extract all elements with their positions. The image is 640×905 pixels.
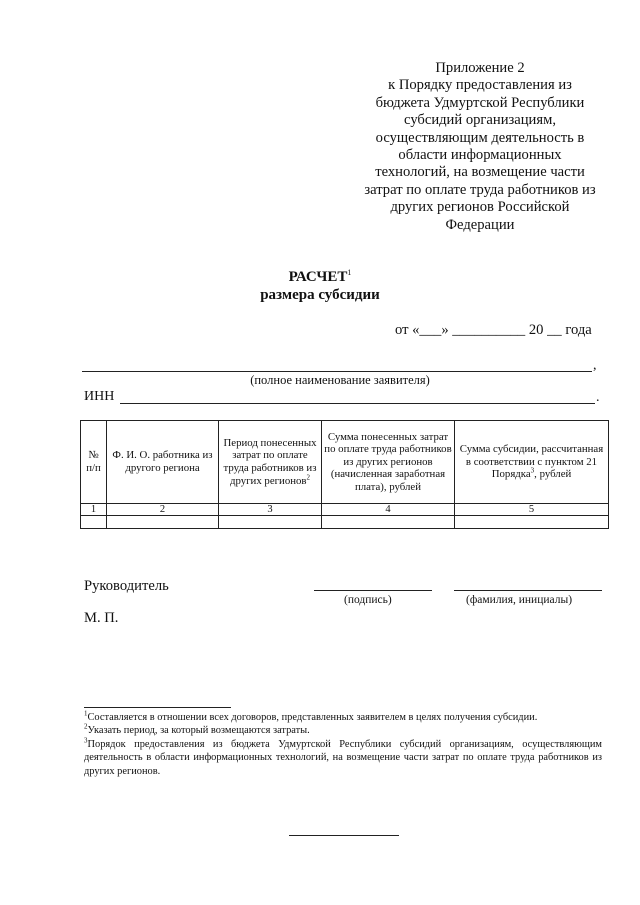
empty-cell: [107, 516, 219, 529]
appendix-line: осуществляющим деятельность в: [375, 129, 585, 146]
document-title: [0, 268, 640, 304]
footnote-item: $^3$Порядок предоставления из бюджета Удмуртской Республики субсидий организациям, осуществляющим деятельность в области информационных технологий, на возмещение части затрат по оплате труда работников из других регионов.: [84, 736, 602, 777]
table-row: [81, 504, 609, 516]
appendix-line: других регионов Российской: [390, 199, 570, 216]
column-header-subsidy: Сумма субсидии, рассчитанная в соответствии с пунктом 21 Порядка$^3$, рублей: [455, 421, 609, 504]
column-header-expenses: Сумма понесенных затрат по оплате труда работников из других регионов (начисленная заработная плата), рублей: [322, 421, 455, 504]
appendix-line: Федерации: [445, 216, 515, 233]
bottom-divider: [289, 835, 399, 836]
appendix-line: бюджета Удмуртской Республики: [375, 94, 585, 111]
appendix-line: затрат по оплате труда работников из: [364, 181, 596, 198]
column-number-cell: 3: [219, 504, 322, 516]
footnote-item: $^2$Указать период, за который возмещаются затраты.: [84, 722, 310, 737]
column-number-cell: 5: [455, 504, 609, 516]
applicant-caption: (полное наименование заявителя): [250, 373, 430, 387]
empty-cell: [455, 516, 609, 529]
column-number-cell: 1: [81, 504, 107, 516]
table-header-row: [81, 421, 609, 504]
appendix-line: Приложение 2: [435, 60, 525, 76]
signature-caption: (подпись): [344, 594, 392, 606]
applicant-comma: ,: [593, 358, 597, 373]
column-header-name: Ф. И. О. работника из другого региона: [107, 421, 219, 504]
column-number-cell: 4: [322, 504, 455, 516]
name-caption: (фамилия, инициалы): [466, 594, 573, 606]
inn-dot: .: [596, 390, 600, 405]
date-line: от «___» __________ 20 __ года: [395, 322, 592, 338]
applicant-name-line: [82, 371, 592, 372]
appendix-line: субсидий организациям,: [404, 112, 556, 129]
inn-line: [120, 403, 595, 404]
column-header-period: Период понесенных затрат по оплате труда работников из других регионов$^2$: [219, 421, 322, 504]
appendix-header: [345, 60, 615, 234]
name-line: [454, 590, 602, 591]
column-number-cell: 2: [107, 504, 219, 516]
column-header-number: № п/п: [81, 421, 107, 504]
calculation-table: [80, 420, 609, 529]
appendix-line: области информационных: [398, 147, 562, 164]
signature-line: [314, 590, 432, 591]
table-row: [81, 516, 609, 529]
appendix-line: технологий, на возмещение части: [375, 164, 585, 181]
footnote-separator: [84, 707, 231, 708]
footnotes: [84, 711, 602, 778]
empty-cell: [322, 516, 455, 529]
inn-label: ИНН: [84, 389, 115, 404]
appendix-line: к Порядку предоставления из: [388, 77, 572, 94]
stamp-label: М. П.: [84, 610, 119, 626]
footnote-ref: 3: [530, 466, 535, 475]
head-label: Руководитель: [84, 578, 169, 594]
title-sub: размера субсидии: [260, 287, 380, 303]
title-main: РАСЧЕТ: [288, 269, 348, 285]
footnote-item: $^1$Составляется в отношении всех договоров, представленных заявителем в целях получения субсидии.: [84, 709, 538, 723]
empty-cell: [219, 516, 322, 529]
footnote-ref: 2: [306, 473, 311, 481]
title-footnote-ref: 1: [347, 268, 352, 277]
empty-cell: [81, 516, 107, 529]
